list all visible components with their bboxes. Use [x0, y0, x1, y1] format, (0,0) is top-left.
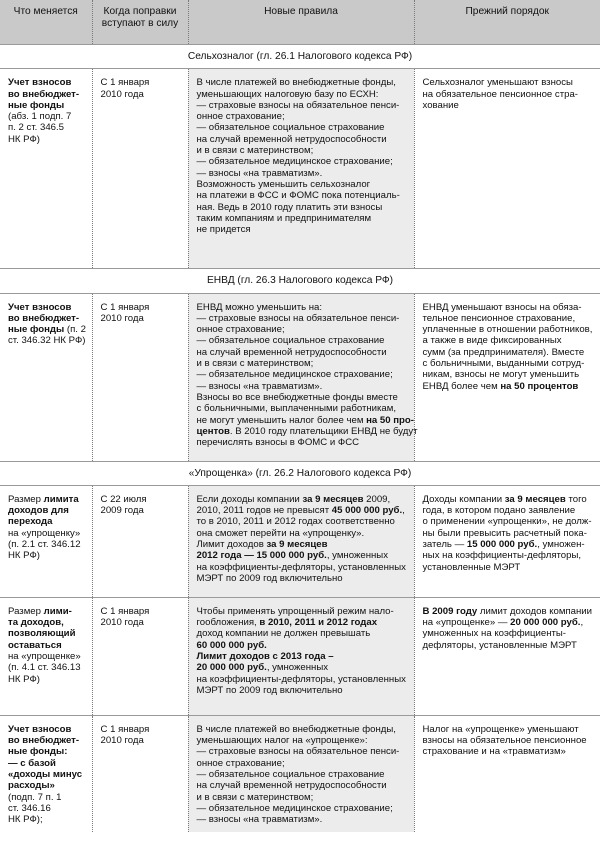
text-span: Если доходы компании: [196, 493, 303, 505]
text-span: затель —: [422, 539, 467, 551]
text-line: — обязательное социальное страхование: [196, 122, 385, 134]
text-line: на «упрощенке»: [8, 651, 81, 663]
text-line: на случай временной нетрудоспособности: [196, 780, 387, 792]
text-line: Возможность уменьшить сельхозналог: [196, 178, 371, 190]
table-row: [0, 597, 600, 715]
text-bold: ные фонды: [8, 324, 65, 336]
header-new-rules: Новые правила: [188, 0, 414, 45]
text-span: лимит доходов компании: [477, 605, 593, 617]
text-line: перехода: [8, 516, 53, 528]
text-line: НК РФ): [8, 550, 40, 562]
text-line: «доходы минус: [8, 769, 83, 781]
text-line: Налог на «упрощенке» уменьшают: [422, 723, 579, 735]
cell-old-rules: [414, 715, 600, 831]
text-bold: центов: [196, 425, 230, 437]
text-line: — страховые взносы на обязательное пенси-: [196, 99, 400, 111]
text-line: на случай временной нетрудоспособности: [196, 133, 387, 145]
cell-what: [0, 597, 92, 715]
text-line: доходов для: [8, 505, 69, 517]
text-line: Сельхозналог уменьшают взносы: [422, 77, 573, 89]
text-line: Учет взносов: [8, 77, 72, 89]
table-row: [0, 69, 600, 269]
text-line: 2010 года: [100, 312, 144, 324]
text-line: (подп. 7 п. 1: [8, 791, 62, 803]
text-line: года, в котором подано заявление: [422, 505, 576, 517]
table-row: [0, 485, 600, 597]
text-line: НК РФ): [8, 133, 40, 145]
header-old-rules: Прежний порядок: [414, 0, 600, 45]
text-span: , умноженных: [326, 550, 388, 562]
text-span: , умножен-: [537, 539, 585, 551]
text-line: 2010 года: [100, 617, 144, 629]
text-bold: лими-: [43, 605, 72, 617]
text-line: — с базой: [8, 757, 56, 769]
text-bold: лимита: [43, 493, 79, 505]
text-line: НК РФ);: [8, 814, 43, 826]
text-line: НК РФ): [8, 673, 40, 685]
text-line: — обязательное медицинское страхование;: [196, 156, 393, 168]
text-line: (п. 2.1 ст. 346.12: [8, 539, 81, 551]
text-bold: на 50 про-: [366, 414, 414, 426]
text-line: с больничными, выплаченными работникам,: [196, 403, 397, 415]
text-span: 2010, 2011 годов не превысят: [196, 505, 332, 517]
text-line: С 1 января: [100, 605, 150, 617]
section-row: [0, 269, 600, 293]
text-line: С 1 января: [100, 301, 150, 313]
cell-when: [92, 597, 188, 715]
text-line: позволяющий: [8, 628, 76, 640]
text-bold: В 2009 году: [422, 605, 478, 617]
cell-what: [0, 293, 92, 461]
text-line: С 1 января: [100, 723, 150, 735]
text-span: , умноженных: [266, 662, 329, 674]
text-line: В числе платежей во внебюджетные фонды,: [196, 77, 396, 89]
cell-new-rules: [188, 69, 414, 269]
text-line: — обязательное социальное страхование: [196, 769, 385, 781]
text-span: Размер: [8, 605, 44, 617]
text-line: таким компаниям и предпринимателям: [196, 212, 372, 224]
cell-when: [92, 69, 188, 269]
text-line: перечислять взносы в ФОМС и ФСС: [196, 437, 360, 449]
cell-when: [92, 293, 188, 461]
text-line: ных на коэффициенты-дефляторы,: [422, 550, 582, 562]
text-span: не могут уменьшить налог более чем: [196, 414, 367, 426]
text-line: то в 2010, 2011 и 2012 годах соответственно: [196, 516, 395, 528]
text-line: С 22 июля: [100, 493, 147, 505]
cell-what: [0, 485, 92, 597]
text-line: на обязательное пенсионное стра-: [422, 88, 578, 100]
cell-when: [92, 485, 188, 597]
text-span: 2009,: [363, 493, 391, 505]
text-line: В числе платежей во внебюджетные фонды,: [196, 723, 396, 735]
text-bold: за 9 месяцев: [504, 493, 566, 505]
text-line: на случай временной нетрудоспособности: [196, 346, 387, 358]
text-line: Учет взносов: [8, 301, 72, 313]
text-line: (п. 4.1 ст. 346.13: [8, 662, 81, 674]
text-span: ЕНВД более чем: [422, 380, 501, 392]
text-line: — взносы «на травматизм».: [196, 814, 323, 826]
text-line: (абз. 1 подп. 7: [8, 111, 72, 123]
text-span: Размер: [8, 493, 44, 505]
text-line: С 1 января: [100, 77, 150, 89]
text-line: Лимит доходов с 2013 года –: [196, 651, 334, 663]
text-line: и в связи с материнством;: [196, 145, 314, 157]
cell-what: [0, 69, 92, 269]
text-line: и в связи с материнством;: [196, 791, 314, 803]
text-span: Лимит доходов: [196, 539, 267, 551]
text-line: 2010 года: [100, 735, 144, 747]
text-line: — обязательное социальное страхование: [196, 335, 385, 347]
text-line: уменьшающих налоговую базу по ЕСХН:: [196, 88, 379, 100]
text-line: на коэффициенты-дефляторы, установленных: [196, 673, 406, 685]
text-line: МЭРТ по 2009 год включительно: [196, 572, 343, 584]
text-span: на «упрощенке» —: [422, 617, 511, 629]
text-line: 60 000 000 руб.: [196, 639, 267, 651]
text-line: ст. 346.32 НК РФ): [8, 335, 86, 347]
text-line: умноженных на коэффициенты-: [422, 628, 566, 640]
text-line: хование: [422, 99, 459, 111]
text-line: она сможет перейти на «упрощенку».: [196, 527, 365, 539]
cell-new-rules: [188, 597, 414, 715]
text-span: ,: [402, 505, 405, 517]
text-line: взносы на обязательное пенсионное: [422, 735, 587, 747]
text-line: установленные МЭРТ: [422, 561, 521, 573]
text-line: во внебюджет-: [8, 88, 80, 100]
section-title-envd: ЕНВД (гл. 26.3 Налогового кодекса РФ): [0, 269, 600, 293]
text-span: Доходы компании: [422, 493, 505, 505]
cell-old-rules: [414, 485, 600, 597]
text-line: ст. 346.16: [8, 802, 51, 814]
text-line: Взносы во все внебюджетные фонды вместе: [196, 391, 398, 403]
cell-what: [0, 715, 92, 831]
header-when: Когда поправки вступают в силу: [92, 0, 188, 45]
text-line: ные фонды:: [8, 746, 68, 758]
text-line: уменьшающих налог на «упрощенке»:: [196, 735, 368, 747]
table-row: [0, 715, 600, 831]
cell-old-rules: [414, 597, 600, 715]
text-line: оставаться: [8, 639, 62, 651]
text-bold: 20 000 000 руб.: [510, 617, 581, 629]
section-title-eskh: Сельхозналог (гл. 26.1 Налогового кодекса РФ): [0, 45, 600, 69]
text-bold: 15 000 000 руб.: [466, 539, 538, 551]
text-bold: 20 000 000 руб.: [196, 662, 267, 674]
text-line: дефляторы, установленные МЭРТ: [422, 639, 577, 651]
text-line: онное страхование;: [196, 324, 285, 336]
text-span: гообложения,: [196, 617, 260, 629]
text-line: тельное пенсионное страхование,: [422, 312, 576, 324]
text-span: того: [565, 493, 587, 505]
text-line: — страховые взносы на обязательное пенси-: [196, 746, 400, 758]
cell-new-rules: [188, 293, 418, 461]
text-line: п. 2 ст. 346.5: [8, 122, 64, 134]
header-what: Что меняется: [0, 0, 92, 45]
text-line: ные фонды: [8, 99, 65, 111]
cell-new-rules: [188, 715, 414, 831]
text-line: расходы»: [8, 780, 55, 792]
text-line: онное страхование;: [196, 757, 285, 769]
table-row: [0, 293, 600, 461]
text-line: та доходов,: [8, 617, 64, 629]
text-span: (п. 2: [64, 324, 86, 336]
text-line: а также в виде фиксированных: [422, 335, 562, 347]
text-line: доход компании не должен превышать: [196, 628, 371, 640]
text-line: ная. Ведь в 2010 году платить эти взносы: [196, 201, 383, 213]
cell-old-rules: [414, 69, 600, 269]
section-row: [0, 461, 600, 485]
text-line: на «упрощенку»: [8, 527, 81, 539]
text-bold: за 9 месяцев: [266, 539, 328, 551]
text-line: во внебюджет-: [8, 735, 80, 747]
text-bold: на 50 процентов: [500, 380, 579, 392]
text-line: сумм (за предпринимателя). Вместе: [422, 346, 585, 358]
cell-when: [92, 715, 188, 831]
text-span: ,: [580, 617, 584, 629]
text-line: на коэффициенты-дефляторы, установленных: [196, 561, 406, 573]
section-title-usn: «Упрощенка» (гл. 26.2 Налогового кодекса РФ): [0, 461, 600, 485]
cell-old-rules: [414, 293, 600, 461]
text-line: не придется: [196, 224, 251, 236]
text-line: на платежи в ФСС и ФОМС пока потенциаль-: [196, 190, 400, 202]
text-line: ЕНВД уменьшают взносы на обяза-: [422, 301, 582, 313]
text-line: страхование и на «травматизм»: [422, 746, 566, 758]
text-line: 2010 года: [100, 88, 144, 100]
text-line: — взносы «на травматизм».: [196, 380, 323, 392]
text-line: Чтобы применять упрощенный режим нало-: [196, 605, 394, 617]
text-bold: в 2010, 2011 и 2012 годах: [259, 617, 378, 629]
section-row: [0, 45, 600, 69]
text-line: онное страхование;: [196, 111, 285, 123]
text-line: МЭРТ по 2009 год включительно: [196, 684, 343, 696]
text-line: — обязательное медицинское страхование;: [196, 369, 393, 381]
text-line: и в связи с материнством;: [196, 358, 314, 370]
table-header-row: [0, 0, 600, 45]
text-line: о применении «упрощенки», не долж-: [422, 516, 592, 528]
text-line: ны были превысить расчетный пока-: [422, 527, 587, 539]
text-line: — обязательное медицинское страхование;: [196, 802, 393, 814]
text-bold: 2012 года — 15 000 000 руб.: [196, 550, 327, 562]
text-span: . В 2010 году плательщики ЕНВД не будут: [229, 425, 418, 437]
text-line: 2009 года: [100, 505, 144, 517]
text-line: — страховые взносы на обязательное пенси-: [196, 312, 400, 324]
text-line: во внебюджет-: [8, 312, 80, 324]
text-line: ЕНВД можно уменьшить на:: [196, 301, 323, 313]
text-line: уплаченные в отношении работников,: [422, 324, 593, 336]
text-line: с больничными, выданными сотруд-: [422, 358, 585, 370]
text-bold: 45 000 000 руб.: [331, 505, 403, 517]
text-line: никам, взносы не могут уменьшить: [422, 369, 580, 381]
text-line: — взносы «на травматизм».: [196, 167, 323, 179]
text-line: Учет взносов: [8, 723, 72, 735]
cell-new-rules: [188, 485, 414, 597]
text-bold: за 9 месяцев: [302, 493, 364, 505]
